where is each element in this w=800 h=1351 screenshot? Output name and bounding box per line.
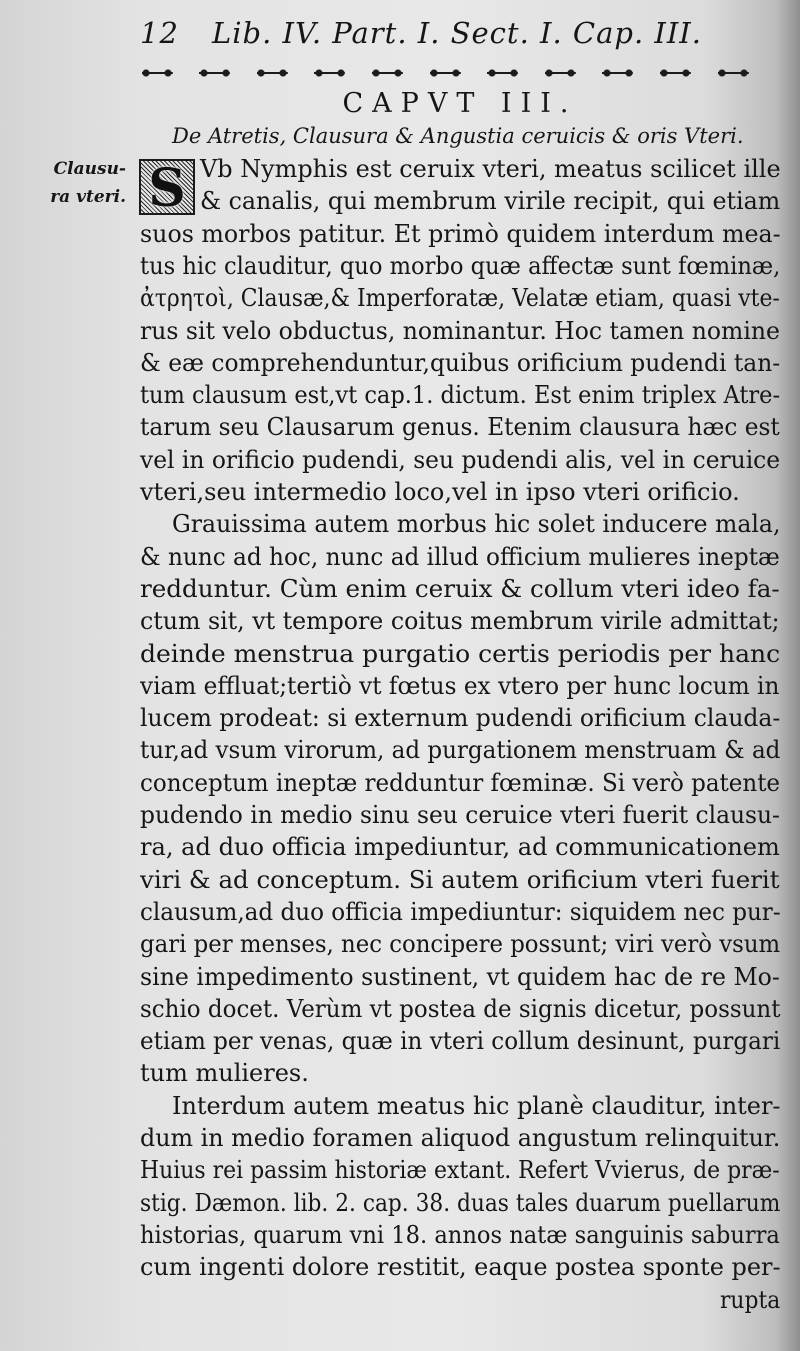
text-line: gari per menses, nec concipere possunt; viri verò vsum (140, 930, 781, 959)
text-line: tum mulieres. (140, 1059, 309, 1088)
text-line: Grauissima autem morbus hic solet inducere mala, (172, 510, 781, 539)
text-line: etiam per venas, quæ in vteri collum desinunt, purgari (140, 1027, 781, 1056)
text-line: ἀτρητοὶ, Clausæ,& Imperforatæ, Velatæ etiam, quasi vte- (140, 284, 780, 313)
ornament-7 (481, 66, 525, 80)
ornament-6 (423, 66, 467, 80)
text-line: rus sit velo obductus, nominantur. Hoc tamen nomine (140, 316, 780, 345)
text-line: ctum sit, vt tempore coitus membrum virile admittat; (140, 607, 780, 636)
text-line: pudendo in medio sinu seu ceruice vteri fuerit clausu- (140, 801, 780, 829)
running-title: Lib. IV. Part. I. Sect. I. Cap. III. (212, 16, 702, 50)
text-line: viam effluat;tertiò vt fœtus ex vtero per hunc locum in (140, 671, 780, 700)
text-line: stig. Dæmon. lib. 2. cap. 38. duas tales duarum puellarum (140, 1188, 781, 1217)
ornament-4 (308, 66, 352, 80)
text-line: deinde menstrua purgatio certis periodis per hanc (140, 639, 781, 668)
text-line: schio docet. Verùm vt postea de signis dicetur, possunt (140, 994, 781, 1023)
text-line: tur,ad vsum virorum, ad purgationem menstruam & ad (140, 736, 781, 765)
margin-note (28, 155, 126, 211)
ornament-rule (135, 62, 755, 84)
chapter-heading: CAPVT III. (342, 88, 578, 119)
ornament-1 (135, 66, 179, 80)
text-line: conceptum ineptæ redduntur fœminæ. Si verò patente (140, 768, 781, 797)
text-line: tum clausum est,vt cap.1. dictum. Est enim triplex Atre- (140, 381, 781, 410)
ornament-3 (250, 66, 294, 80)
text-line: Huius rei passim historiæ extant. Refert Vvierus, de præ- (140, 1156, 780, 1185)
text-line: redduntur. Cùm enim ceruix & collum vteri ideo fa- (140, 574, 780, 603)
text-line: tarum seu Clausarum genus. Etenim clausura hæc est (140, 413, 780, 442)
chapter-subtitle: De Atretis, Clausura & Angustia ceruicis & oris Vteri. (172, 124, 744, 148)
text-line: & nunc ad hoc, nunc ad illud officium mulieres ineptæ (140, 542, 780, 571)
text-line: Interdum autem meatus hic planè clauditur, inter- (172, 1091, 781, 1120)
text-line: clausum,ad duo officia impediuntur: siquidem nec pur- (140, 897, 781, 926)
text-line: historias, quarum vni 18. annos natæ sanguinis saburra (140, 1220, 780, 1249)
text-line: & canalis, qui membrum virile recipit, qui etiam (200, 187, 781, 216)
ornament-9 (596, 66, 640, 80)
text-line: tus hic clauditur, quo morbo quæ affectæ sunt fœminæ, (140, 251, 781, 280)
ornament-10 (653, 66, 697, 80)
text-line: rupta (720, 1285, 781, 1314)
text-line: cum ingenti dolore restitit, eaque postea sponte per- (140, 1253, 781, 1282)
text-line: vel in orificio pudendi, seu pudendi alis, vel in ceruice (140, 445, 781, 474)
ornament-8 (538, 66, 582, 80)
text-line: vteri,seu intermedio loco,vel in ipso vteri orificio. (140, 478, 740, 506)
running-head (140, 16, 780, 60)
page-number: 12 (140, 16, 179, 50)
text-line: viri & ad conceptum. Si autem orificium vteri fuerit (140, 865, 780, 894)
drop-cap (139, 158, 195, 219)
ornament-5 (365, 66, 409, 80)
text-line: & eæ comprehenduntur,quibus orificium pudendi tan- (140, 348, 781, 377)
text-line: dum in medio foramen aliquod angustum relinquitur. (140, 1124, 781, 1152)
ornament-11 (711, 66, 755, 80)
ornament-2 (193, 66, 237, 80)
text-line: ra, ad duo officia impediuntur, ad communicationem (140, 833, 780, 862)
text-line: suos morbos patitur. Et primò quidem interdum mea- (140, 219, 781, 248)
drop-cap-letter: S (148, 158, 186, 219)
text-line: Vb Nymphis est ceruix vteri, meatus scilicet ille (200, 155, 781, 183)
text-line: lucem prodeat: si externum pudendi orificium clauda- (140, 704, 781, 733)
text-line: sine impedimento sustinent, vt quidem hac de re Mo- (140, 962, 780, 991)
margin-note-text: Clausu- ra vteri. (50, 159, 126, 207)
